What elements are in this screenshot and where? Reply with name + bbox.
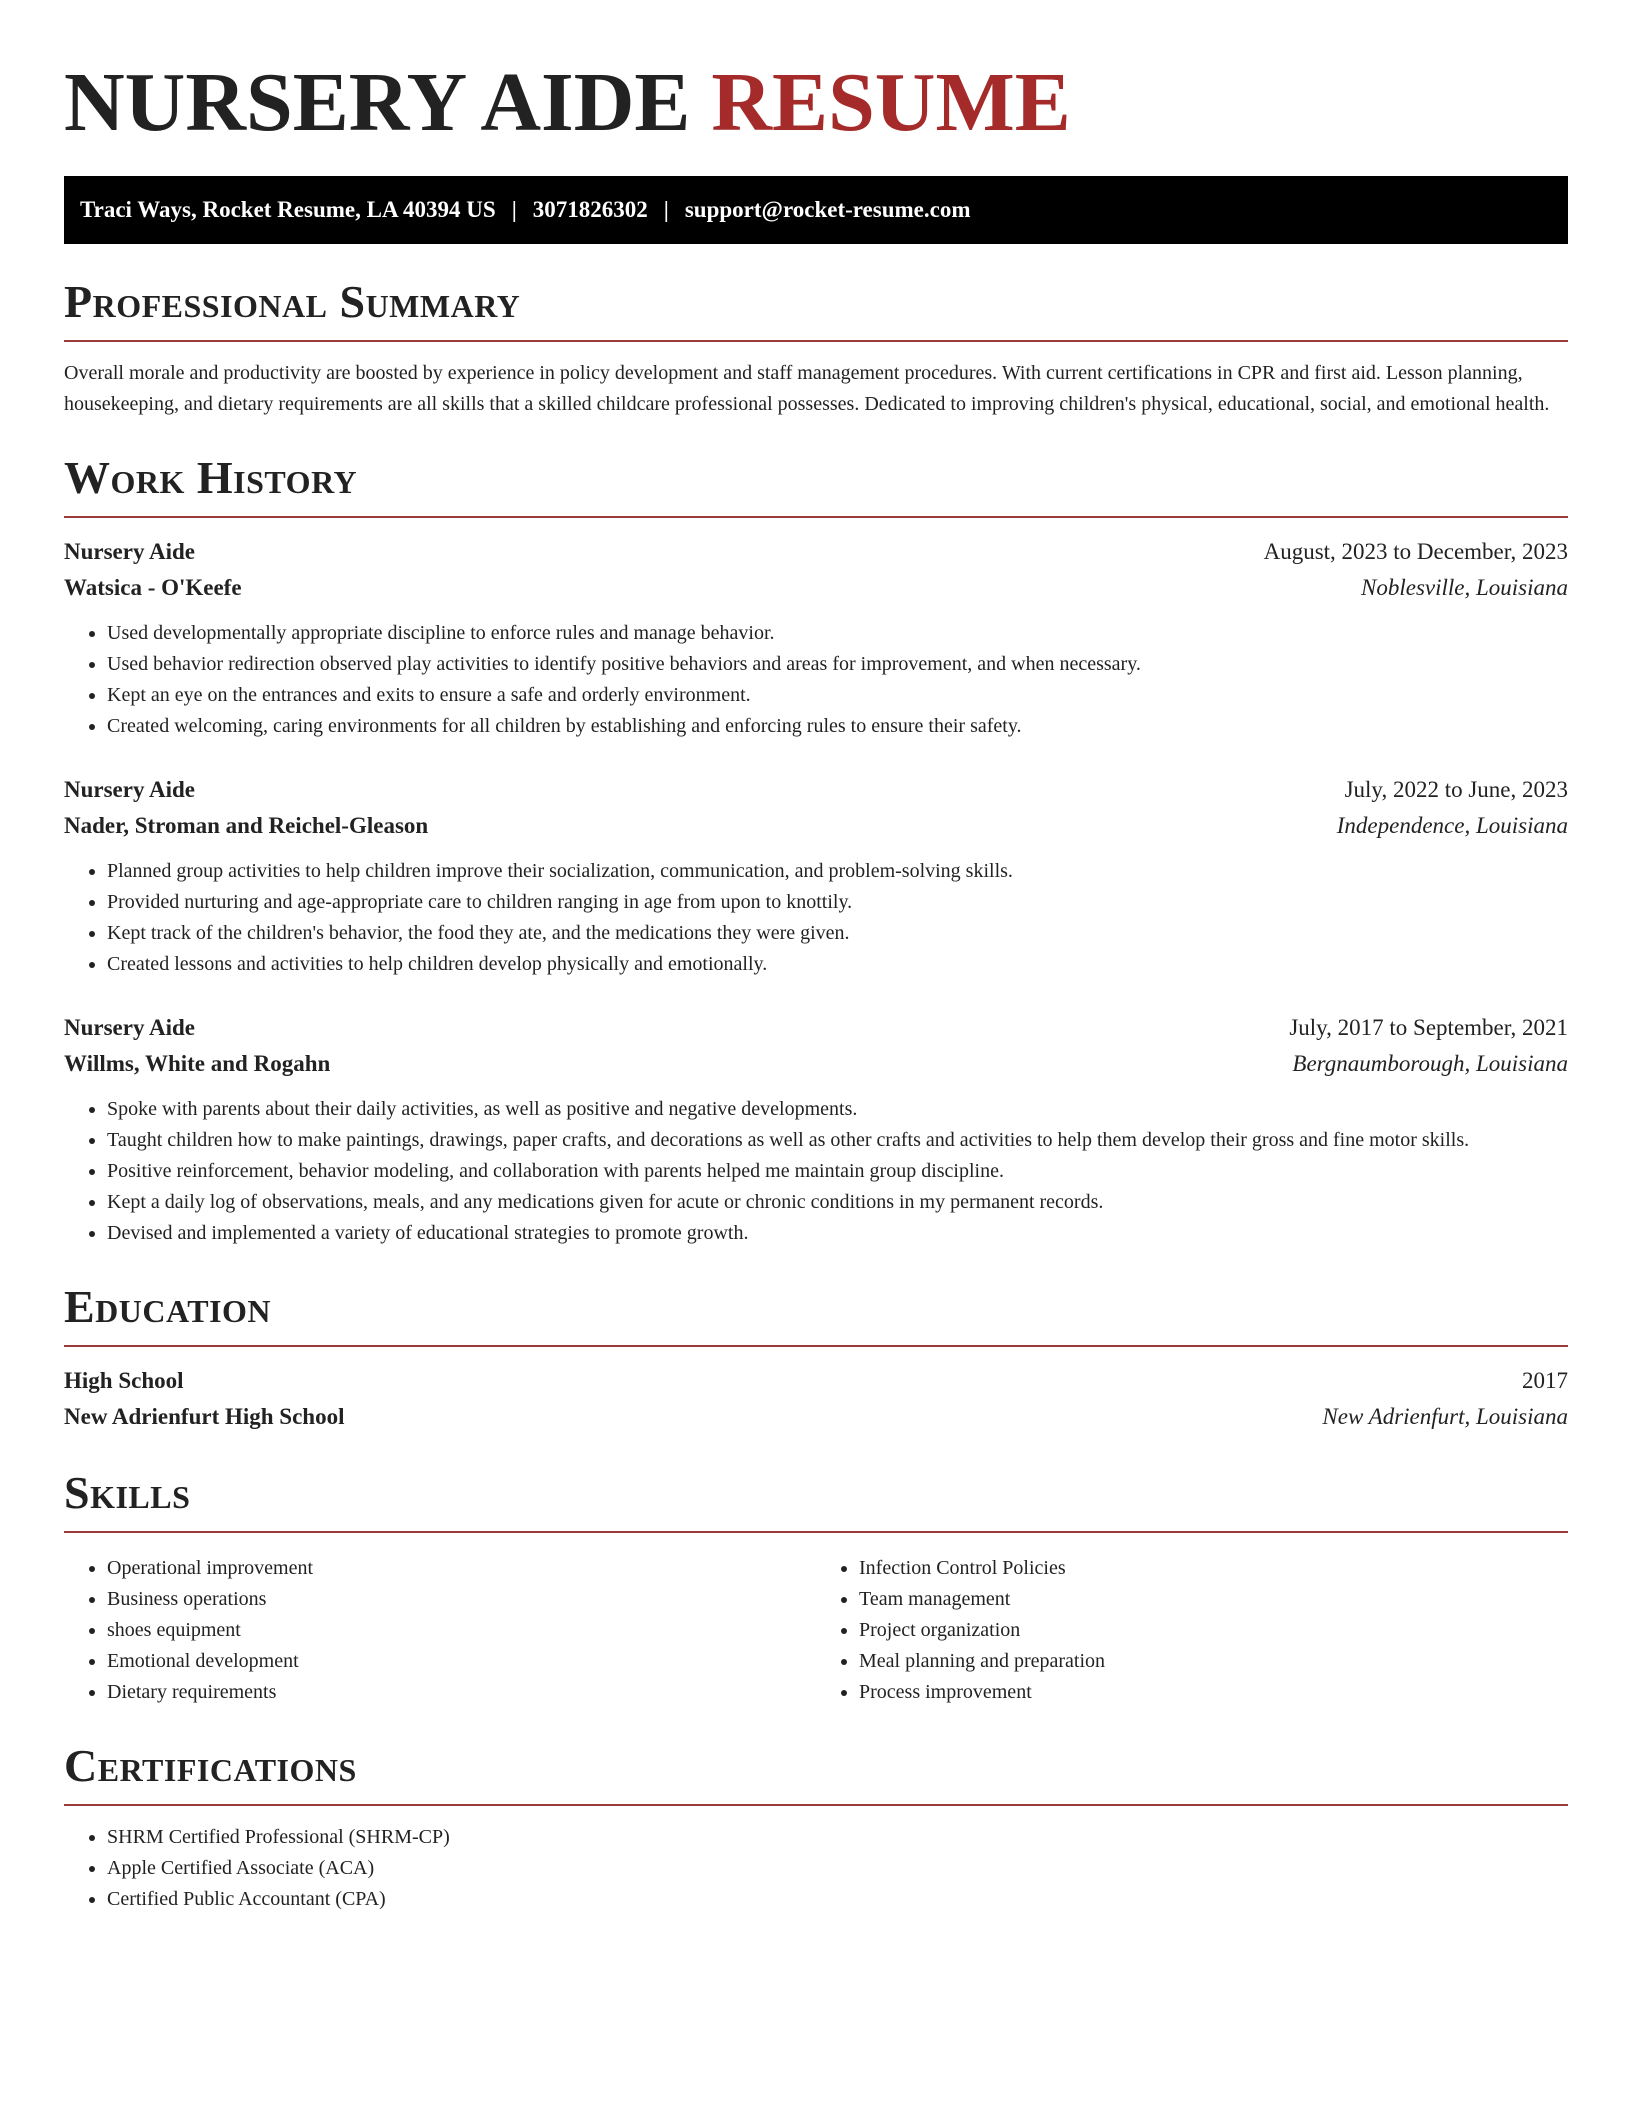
skill-item: • Operational improvement — [107, 1553, 816, 1584]
education-degree: High School — [64, 1368, 184, 1393]
job-title: Nursery Aide — [64, 777, 195, 802]
contact-separator: | — [663, 197, 669, 222]
resume-title-main: NURSERY AIDE — [64, 56, 691, 149]
contact-email: support@rocket-resume.com — [684, 197, 971, 222]
skill-item: • Dietary requirements — [107, 1677, 816, 1708]
job-duty: • Spoke with parents about their daily activities, as well as positive and negative developments. — [107, 1094, 1568, 1125]
job-duty: • Used developmentally appropriate discipline to enforce rules and manage behavior. — [107, 618, 1568, 649]
education-school: New Adrienfurt High School — [64, 1404, 345, 1429]
certifications-heading: Certifications — [64, 1740, 357, 1791]
job-duties-list — [64, 618, 1568, 742]
job-duty: • Provided nurturing and age-appropriate care to children ranging in age from upon to knottily. — [107, 887, 1568, 918]
job-dates: July, 2017 to September, 2021 — [1289, 1015, 1568, 1040]
job-location: Bergnaumborough, Louisiana — [1292, 1051, 1568, 1076]
skills-list — [64, 1553, 816, 1708]
work-history-heading: Work History — [64, 452, 358, 503]
resume-title — [64, 48, 1568, 158]
education-year: 2017 — [1522, 1368, 1568, 1393]
section-divider — [64, 340, 1568, 342]
contact-bar — [64, 176, 1568, 244]
contact-separator: | — [511, 197, 517, 222]
education-heading: Education — [64, 1281, 272, 1332]
job-title: Nursery Aide — [64, 539, 195, 564]
skills-grid — [64, 1549, 1568, 1708]
resume-title-accent: RESUME — [711, 56, 1071, 149]
certifications-section — [64, 1738, 1568, 1915]
certification-item: • Certified Public Accountant (CPA) — [107, 1884, 1568, 1915]
job-entry — [64, 1010, 1568, 1249]
skills-column-left — [64, 1549, 816, 1708]
section-divider — [64, 1345, 1568, 1347]
certification-item: • SHRM Certified Professional (SHRM-CP) — [107, 1822, 1568, 1853]
job-duties-list — [64, 856, 1568, 980]
section-divider — [64, 516, 1568, 518]
job-duty: • Planned group activities to help children improve their socialization, communication, and problem-solving skills. — [107, 856, 1568, 887]
work-history-section — [64, 450, 1568, 1249]
job-entry — [64, 772, 1568, 980]
skills-column-right — [816, 1549, 1568, 1708]
skill-item: • Team management — [859, 1584, 1568, 1615]
job-duty: • Used behavior redirection observed play activities to identify positive behaviors and areas for improvement, and when necessary. — [107, 649, 1568, 680]
job-duty: • Kept an eye on the entrances and exits to ensure a safe and orderly environment. — [107, 680, 1568, 711]
job-entry — [64, 534, 1568, 742]
summary-section — [64, 274, 1568, 420]
summary-text: Overall morale and productivity are boosted by experience in policy development and staff management procedures. With current certifications in CPR and first aid. Lesson planning, housekeeping, and dietary requirements are all skills that a skilled childcare professional possesses. Dedicated to improving children's physical, educational, social, and emotional health. — [64, 362, 1550, 415]
education-section — [64, 1279, 1568, 1435]
certification-item: • Apple Certified Associate (ACA) — [107, 1853, 1568, 1884]
job-duties-list — [64, 1094, 1568, 1249]
skill-item: • Process improvement — [859, 1677, 1568, 1708]
education-location: New Adrienfurt, Louisiana — [1322, 1404, 1568, 1429]
job-location: Noblesville, Louisiana — [1361, 575, 1568, 600]
job-company: Willms, White and Rogahn — [64, 1051, 331, 1076]
contact-phone: 3071826302 — [532, 197, 648, 222]
job-dates: August, 2023 to December, 2023 — [1263, 539, 1568, 564]
skill-item: • Meal planning and preparation — [859, 1646, 1568, 1677]
job-duty: • Devised and implemented a variety of educational strategies to promote growth. — [107, 1218, 1568, 1249]
job-duty: • Positive reinforcement, behavior modeling, and collaboration with parents helped me maintain group discipline. — [107, 1156, 1568, 1187]
skills-section — [64, 1465, 1568, 1708]
skill-item: • Project organization — [859, 1615, 1568, 1646]
skill-item: • Business operations — [107, 1584, 816, 1615]
skill-item: • Emotional development — [107, 1646, 816, 1677]
contact-address: Traci Ways, Rocket Resume, LA 40394 US — [80, 197, 496, 222]
skills-heading: Skills — [64, 1467, 191, 1518]
section-divider — [64, 1804, 1568, 1806]
certifications-list — [64, 1822, 1568, 1915]
job-location: Independence, Louisiana — [1336, 813, 1568, 838]
job-duty: • Created welcoming, caring environments for all children by establishing and enforcing rules to ensure their safety. — [107, 711, 1568, 742]
skill-item: • shoes equipment — [107, 1615, 816, 1646]
job-duty: • Kept a daily log of observations, meals, and any medications given for acute or chronic conditions in my permanent records. — [107, 1187, 1568, 1218]
skill-item: • Infection Control Policies — [859, 1553, 1568, 1584]
job-duty: • Taught children how to make paintings, drawings, paper crafts, and decorations as well as other crafts and activities to help them develop their gross and fine motor skills. — [107, 1125, 1568, 1156]
job-duty: • Kept track of the children's behavior, the food they ate, and the medications they were given. — [107, 918, 1568, 949]
job-title: Nursery Aide — [64, 1015, 195, 1040]
job-duty: • Created lessons and activities to help children develop physically and emotionally. — [107, 949, 1568, 980]
job-company: Watsica - O'Keefe — [64, 575, 242, 600]
job-dates: July, 2022 to June, 2023 — [1344, 777, 1568, 802]
skills-list — [816, 1553, 1568, 1708]
summary-heading: Professional Summary — [64, 276, 521, 327]
job-company: Nader, Stroman and Reichel-Gleason — [64, 813, 429, 838]
section-divider — [64, 1531, 1568, 1533]
